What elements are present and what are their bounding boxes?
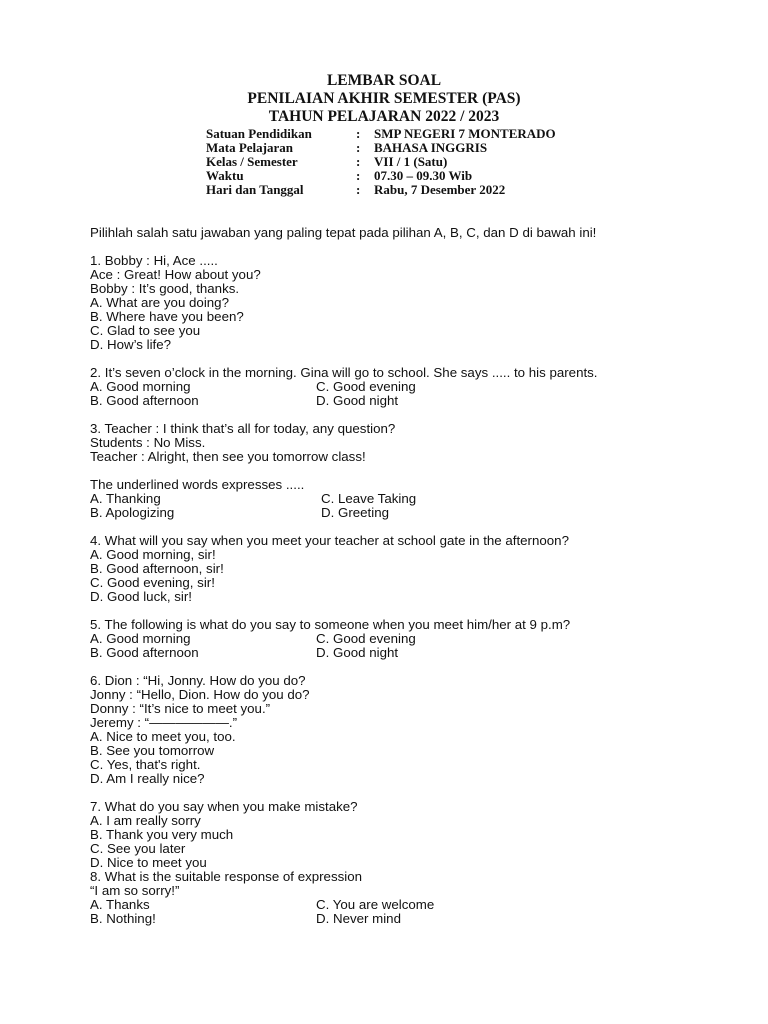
option-b: B. Apologizing bbox=[90, 505, 175, 520]
question-text: 5. The following is what do you say to someone when you meet him/her at 9 p.m? bbox=[90, 617, 571, 632]
option-b: B. Thank you very much bbox=[90, 827, 234, 842]
option-a: A. Good morning bbox=[90, 631, 191, 646]
info-colon: : bbox=[356, 154, 361, 169]
info-value: SMP NEGERI 7 MONTERADO bbox=[374, 126, 556, 141]
option-d: D. Good night bbox=[316, 393, 399, 408]
option-a: A. Good morning, sir! bbox=[90, 547, 216, 562]
header-year: TAHUN PELAJARAN 2022 / 2023 bbox=[268, 108, 500, 125]
option-b: B. See you tomorrow bbox=[90, 743, 215, 758]
option-c: C. Glad to see you bbox=[90, 323, 201, 338]
info-label: Mata Pelajaran bbox=[206, 140, 294, 155]
option-c: C. See you later bbox=[90, 841, 186, 856]
option-c: C. You are welcome bbox=[316, 897, 435, 912]
option-c: C. Good evening bbox=[316, 631, 416, 646]
dialogue-line: Donny : “It’s nice to meet you.” bbox=[90, 701, 271, 716]
info-row bbox=[206, 141, 556, 155]
dialogue-line: 1. Bobby : Hi, Ace ..... bbox=[90, 253, 218, 268]
dialogue-line: 6. Dion : “Hi, Jonny. How do you do? bbox=[90, 673, 306, 688]
option-d: D. How’s life? bbox=[90, 337, 172, 352]
question-text: 8. What is the suitable response of expression bbox=[90, 869, 362, 884]
document-header bbox=[0, 72, 768, 126]
option-d: D. Good night bbox=[316, 645, 399, 660]
option-b: B. Good afternoon bbox=[90, 393, 199, 408]
dialogue-line: Ace : Great! How about you? bbox=[90, 267, 261, 282]
question-4 bbox=[90, 534, 710, 604]
question-1 bbox=[90, 254, 710, 352]
option-a: A. Nice to meet you, too. bbox=[90, 729, 236, 744]
option-d: D. Greeting bbox=[321, 505, 389, 520]
question-8 bbox=[90, 870, 710, 926]
option-d: D. Good luck, sir! bbox=[90, 589, 192, 604]
question-2 bbox=[90, 366, 710, 408]
info-row bbox=[206, 169, 556, 183]
question-5 bbox=[90, 618, 710, 660]
dialogue-line: Jonny : “Hello, Dion. How do you do? bbox=[90, 687, 310, 702]
dialogue-line: Students : No Miss. bbox=[90, 435, 206, 450]
option-c: C. Good evening, sir! bbox=[90, 575, 215, 590]
info-label: Kelas / Semester bbox=[206, 154, 298, 169]
dialogue-line: 3. Teacher : I think that’s all for today, any question? bbox=[90, 421, 396, 436]
question-body bbox=[90, 226, 710, 926]
option-d: D. Never mind bbox=[316, 911, 401, 926]
question-6 bbox=[90, 674, 710, 786]
dialogue-line: Jeremy : “——————.” bbox=[90, 715, 238, 730]
info-row bbox=[206, 183, 556, 197]
question-quote: “I am so sorry!” bbox=[90, 883, 180, 898]
info-colon: : bbox=[356, 140, 361, 155]
question-3 bbox=[90, 422, 710, 520]
option-b: B. Good afternoon, sir! bbox=[90, 561, 224, 576]
info-colon: : bbox=[356, 182, 361, 197]
option-d: D. Am I really nice? bbox=[90, 771, 205, 786]
header-title: LEMBAR SOAL bbox=[326, 72, 442, 89]
header-subtitle: PENILAIAN AKHIR SEMESTER (PAS) bbox=[247, 90, 521, 107]
question-text: 2. It’s seven o’clock in the morning. Gina will go to school. She says ..... to his parents. bbox=[90, 365, 598, 380]
info-value: Rabu, 7 Desember 2022 bbox=[374, 182, 506, 197]
option-b: B. Where have you been? bbox=[90, 309, 244, 324]
option-a: A. Good morning bbox=[90, 379, 191, 394]
option-a: A. I am really sorry bbox=[90, 813, 201, 828]
option-a: A. What are you doing? bbox=[90, 295, 229, 310]
info-row bbox=[206, 127, 556, 141]
option-c: C. Yes, that's right. bbox=[90, 757, 201, 772]
question-prompt: The underlined words expresses ..... bbox=[90, 477, 305, 492]
exam-info bbox=[206, 127, 556, 197]
option-a: A. Thanking bbox=[90, 491, 161, 506]
info-label: Satuan Pendidikan bbox=[206, 126, 312, 141]
question-text: 7. What do you say when you make mistake? bbox=[90, 799, 358, 814]
instruction: Pilihlah salah satu jawaban yang paling tepat pada pilihan A, B, C, dan D di bawah ini! bbox=[90, 225, 597, 240]
dialogue-line: Teacher : Alright, then see you tomorrow class! bbox=[90, 449, 366, 464]
info-value: BAHASA INGGRIS bbox=[374, 140, 488, 155]
option-a: A. Thanks bbox=[90, 897, 150, 912]
option-b: B. Good afternoon bbox=[90, 645, 199, 660]
info-label: Hari dan Tanggal bbox=[206, 182, 304, 197]
info-row bbox=[206, 155, 556, 169]
option-b: B. Nothing! bbox=[90, 911, 156, 926]
info-colon: : bbox=[356, 126, 361, 141]
question-7 bbox=[90, 800, 710, 870]
option-c: C. Good evening bbox=[316, 379, 416, 394]
option-d: D. Nice to meet you bbox=[90, 855, 207, 870]
dialogue-line: Bobby : It’s good, thanks. bbox=[90, 281, 240, 296]
question-text: 4. What will you say when you meet your teacher at school gate in the afternoon? bbox=[90, 533, 569, 548]
info-value: 07.30 – 09.30 Wib bbox=[374, 168, 473, 183]
info-label: Waktu bbox=[206, 168, 244, 183]
option-c: C. Leave Taking bbox=[321, 491, 417, 506]
info-colon: : bbox=[356, 168, 361, 183]
info-value: VII / 1 (Satu) bbox=[374, 154, 448, 169]
